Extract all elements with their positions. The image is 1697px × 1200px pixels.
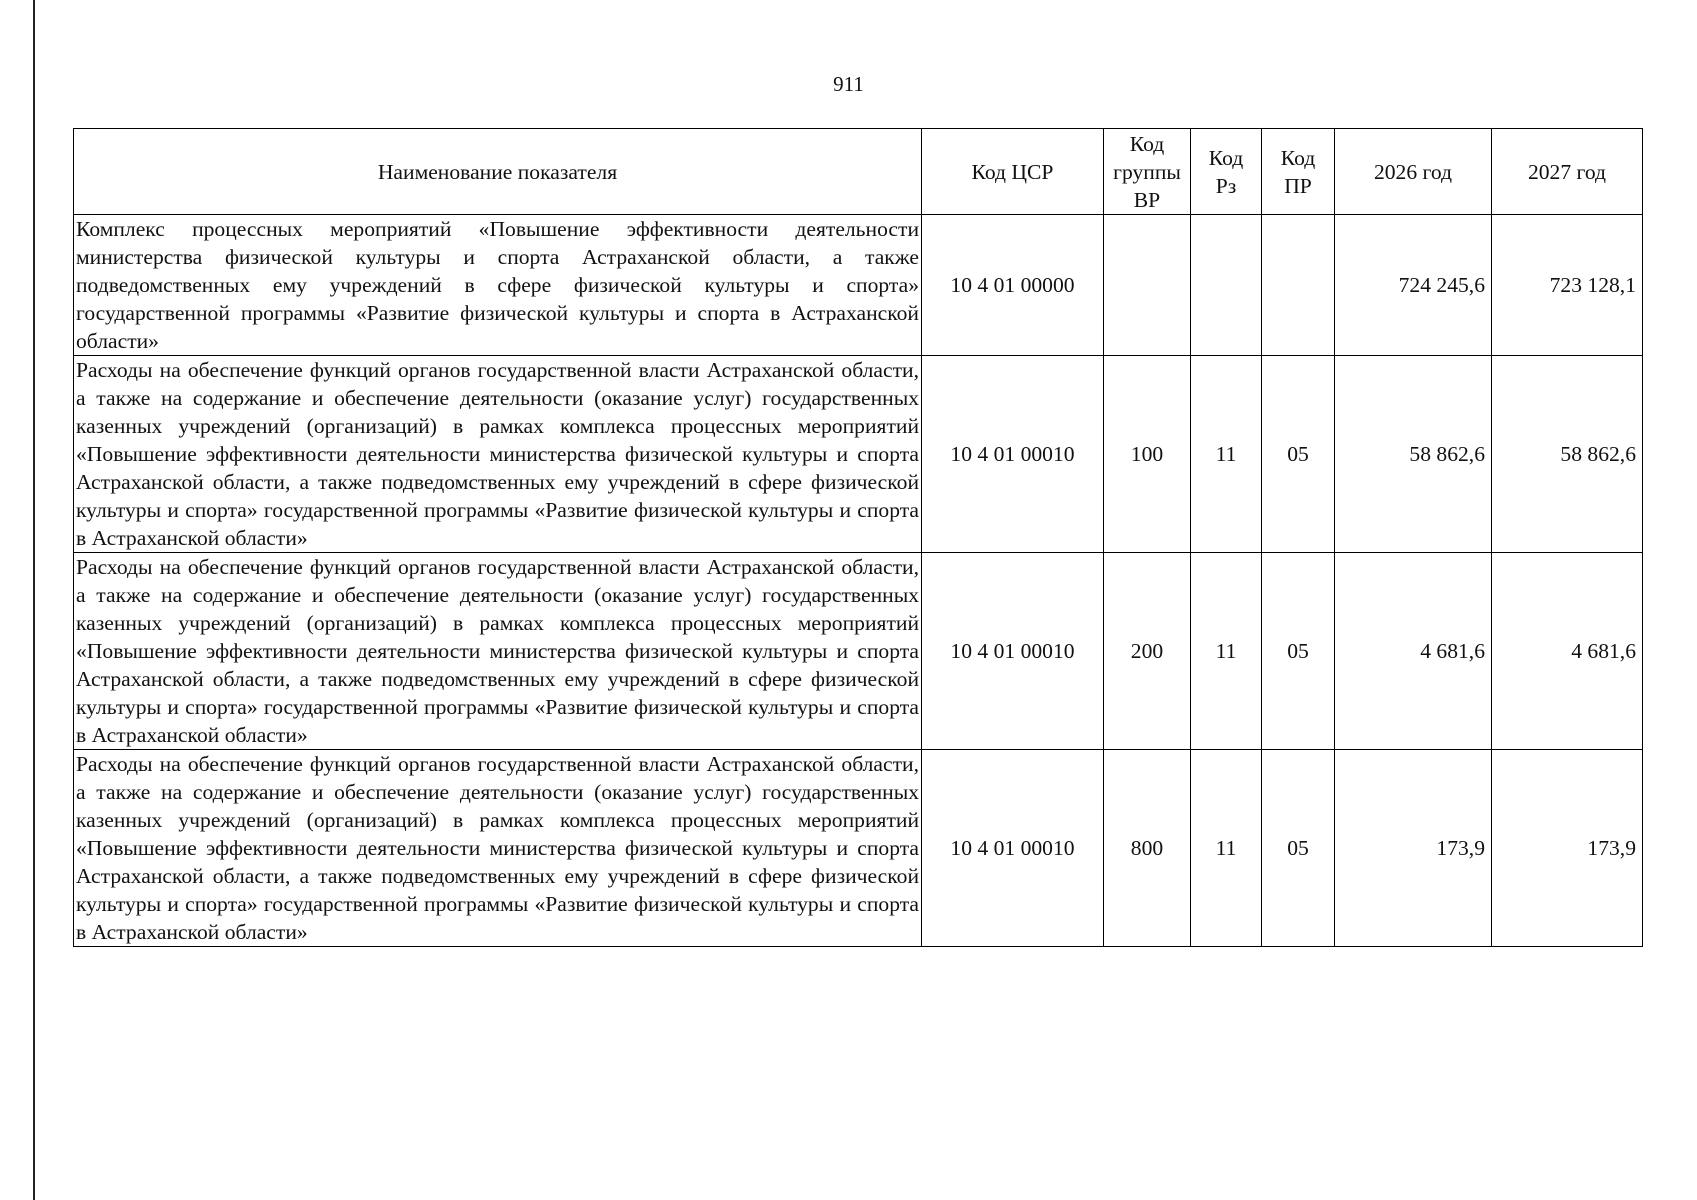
header-rz-line2: Рз	[1215, 173, 1237, 198]
table-row	[74, 356, 1643, 553]
header-rz	[1191, 129, 1262, 215]
row-2026: 58 862,6	[1335, 356, 1492, 553]
row-vr: 100	[1104, 356, 1191, 553]
header-2026: 2026 год	[1335, 129, 1492, 215]
row-2027: 173,9	[1492, 750, 1643, 947]
row-name: Расходы на обеспечение функций органов государственной власти Астраханской области, а также на содержание и обеспечение деятельности (оказание услуг) государственных казенных учреждений (организаций) в рамках комплекса процессных мероприятий «Повышение эффективности деятельности министерства физической культуры и спорта Астраханской области, а также подведомственных ему учреждений в сфере физической культуры и спорта» государственной программы «Развитие физической культуры и спорта в Астраханской области»	[74, 750, 922, 947]
row-pr: 05	[1262, 750, 1335, 947]
header-vr-line1: Код	[1129, 131, 1165, 156]
header-pr	[1262, 129, 1335, 215]
header-vr-line2: группы	[1113, 159, 1181, 184]
row-csr: 10 4 01 00010	[922, 750, 1104, 947]
row-vr	[1104, 215, 1191, 356]
header-pr-line1: Код	[1280, 145, 1316, 170]
row-pr	[1262, 215, 1335, 356]
header-csr: Код ЦСР	[922, 129, 1104, 215]
row-pr: 05	[1262, 553, 1335, 750]
row-2027: 4 681,6	[1492, 553, 1643, 750]
row-2026: 4 681,6	[1335, 553, 1492, 750]
row-rz: 11	[1191, 356, 1262, 553]
header-pr-line2: ПР	[1284, 173, 1312, 198]
row-name: Расходы на обеспечение функций органов государственной власти Астраханской области, а также на содержание и обеспечение деятельности (оказание услуг) государственных казенных учреждений (организаций) в рамках комплекса процессных мероприятий «Повышение эффективности деятельности министерства физической культуры и спорта Астраханской области, а также подведомственных ему учреждений в сфере физической культуры и спорта» государственной программы «Развитие физической культуры и спорта в Астраханской области»	[74, 553, 922, 750]
row-csr: 10 4 01 00000	[922, 215, 1104, 356]
header-2027: 2027 год	[1492, 129, 1643, 215]
row-vr: 200	[1104, 553, 1191, 750]
row-name: Расходы на обеспечение функций органов государственной власти Астраханской области, а также на содержание и обеспечение деятельности (оказание услуг) государственных казенных учреждений (организаций) в рамках комплекса процессных мероприятий «Повышение эффективности деятельности министерства физической культуры и спорта Астраханской области, а также подведомственных ему учреждений в сфере физической культуры и спорта» государственной программы «Развитие физической культуры и спорта в Астраханской области»	[74, 356, 922, 553]
row-vr: 800	[1104, 750, 1191, 947]
header-rz-line1: Код	[1208, 145, 1244, 170]
row-pr: 05	[1262, 356, 1335, 553]
row-2027: 723 128,1	[1492, 215, 1643, 356]
table-row	[74, 750, 1643, 947]
page-number: 911	[833, 72, 864, 96]
budget-table	[73, 128, 1643, 947]
header-vr-line3: ВР	[1133, 187, 1161, 212]
row-rz: 11	[1191, 553, 1262, 750]
row-2026: 173,9	[1335, 750, 1492, 947]
row-2027: 58 862,6	[1492, 356, 1643, 553]
row-rz	[1191, 215, 1262, 356]
row-csr: 10 4 01 00010	[922, 356, 1104, 553]
table-row	[74, 553, 1643, 750]
margin-line	[33, 0, 35, 1200]
table-row	[74, 215, 1643, 356]
row-2026: 724 245,6	[1335, 215, 1492, 356]
row-name: Комплекс процессных мероприятий «Повышение эффективности деятельности министерства физической культуры и спорта Астраханской области, а также подведомственных ему учреждений в сфере физической культуры и спорта» государственной программы «Развитие физической культуры и спорта в Астраханской области»	[74, 215, 922, 356]
row-rz: 11	[1191, 750, 1262, 947]
table-header-row	[74, 129, 1643, 215]
row-csr: 10 4 01 00010	[922, 553, 1104, 750]
header-vr	[1104, 129, 1191, 215]
header-name: Наименование показателя	[74, 129, 922, 215]
